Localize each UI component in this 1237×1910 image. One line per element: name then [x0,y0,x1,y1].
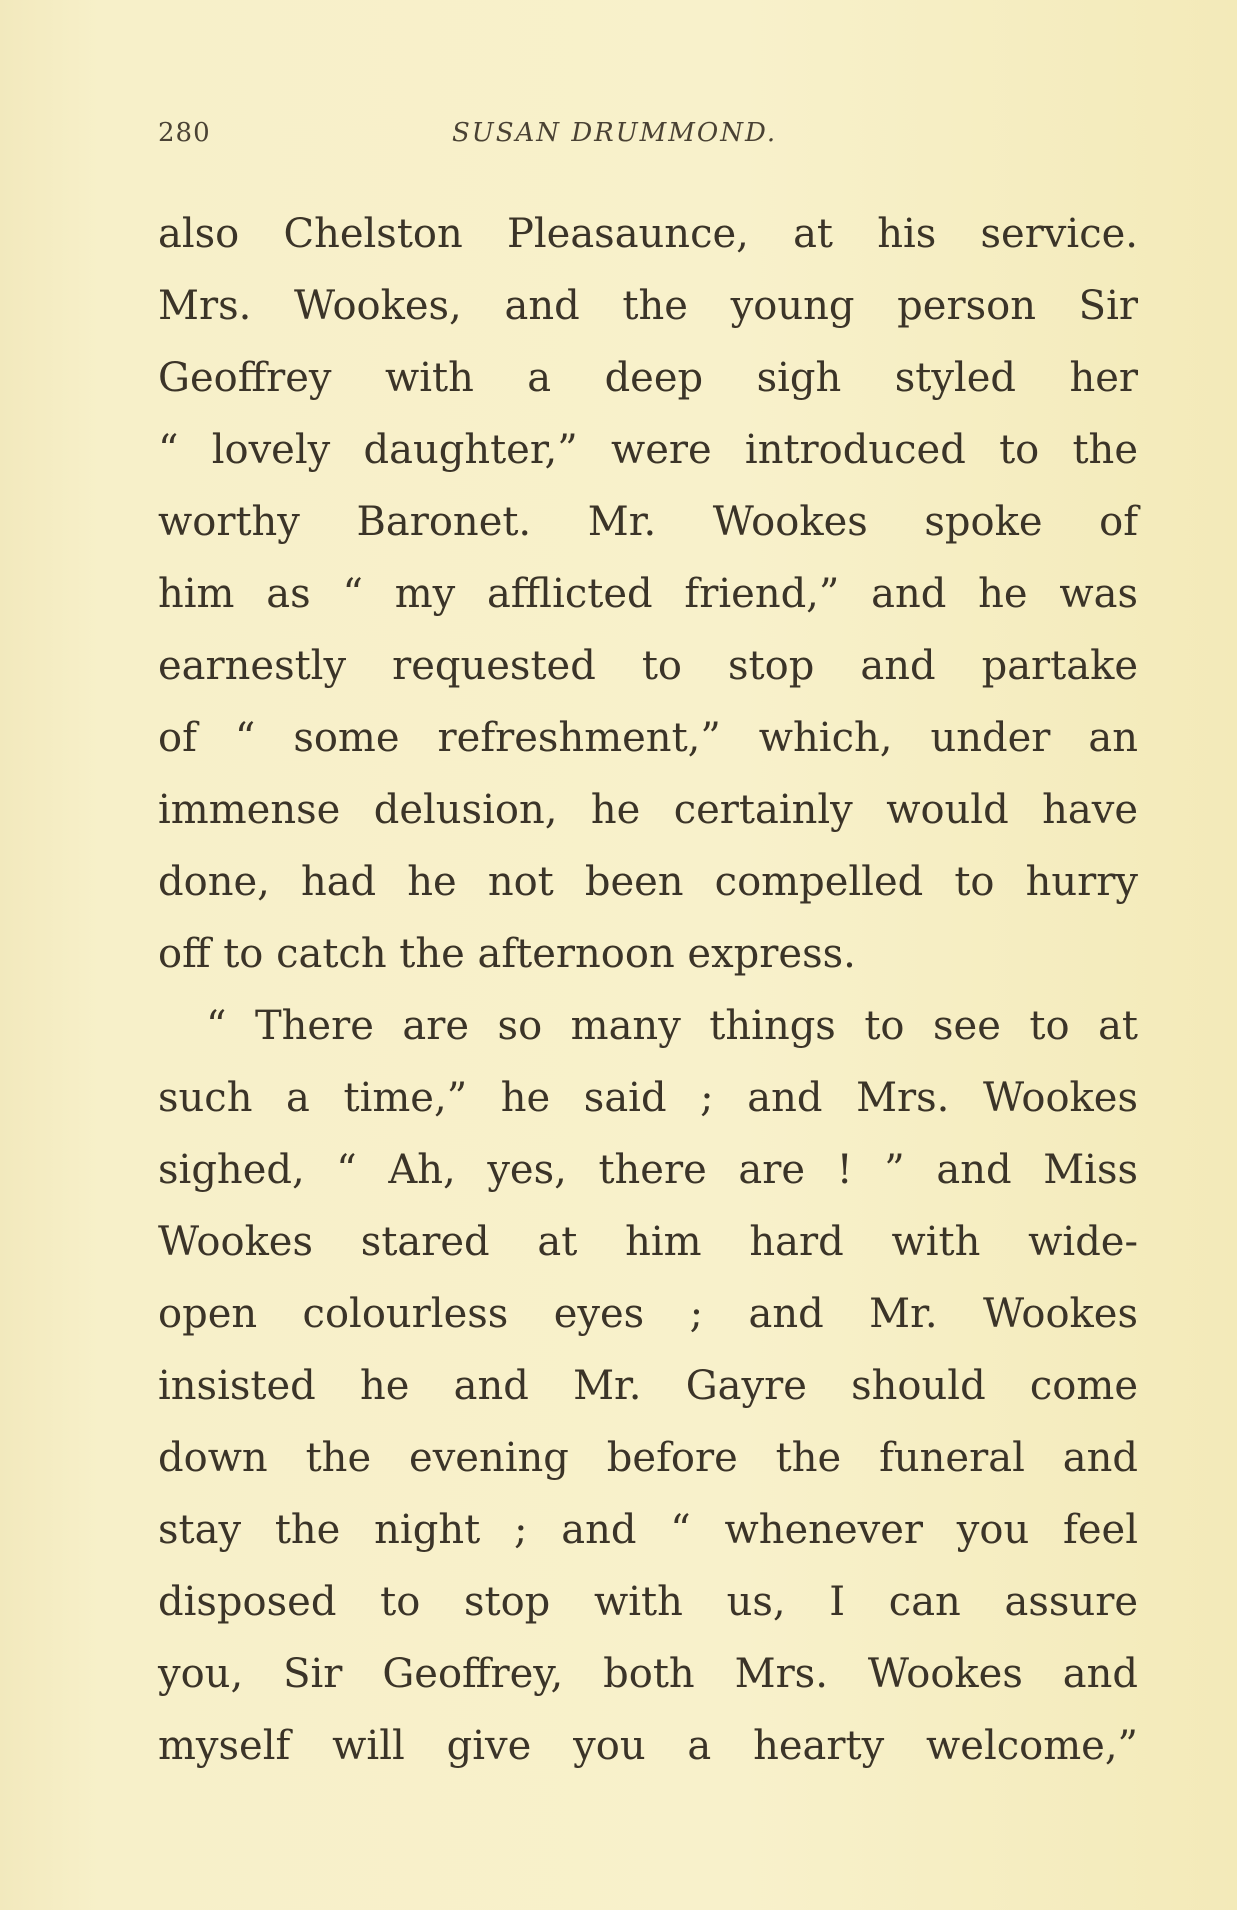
text-line: also Chelston Pleasaunce, at his service. [158,211,1138,257]
text-line: such a time,” he said ; and Mrs. Wookes [158,1075,1138,1121]
text-line: him as “ my afflicted friend,” and he was [158,571,1138,617]
text-line: insisted he and Mr. Gayre should come [158,1363,1138,1409]
text-line: stay the night ; and “ whenever you feel [158,1507,1138,1553]
text-line: of “ some refreshment,” which, under an [158,715,1138,761]
text-line: open colourless eyes ; and Mr. Wookes [158,1291,1138,1337]
text-line: sighed, “ Ah, yes, there are ! ” and Miss [158,1147,1138,1193]
text-line: immense delusion, he certainly would have [158,787,1138,833]
text-line: done, had he not been compelled to hurry [158,859,1138,905]
text-line: Mrs. Wookes, and the young person Sir [158,283,1138,329]
text-line: earnestly requested to stop and partake [158,643,1138,689]
body-text [158,198,1138,1782]
text-line: “ lovely daughter,” were introduced to the [158,427,1138,473]
text-line: myself will give you a hearty welcome,” [158,1723,1138,1769]
text-line: Geoffrey with a deep sigh styled her [158,355,1138,401]
page-header [158,118,1138,158]
text-line: “ There are so many things to see to at [206,1003,1138,1049]
text-line: disposed to stop with us, I can assure [158,1579,1138,1625]
running-head: SUSAN DRUMMOND. [452,118,778,148]
text-line: down the evening before the funeral and [158,1435,1138,1481]
text-line: Wookes stared at him hard with wide- [158,1219,1138,1265]
text-line: you, Sir Geoffrey, both Mrs. Wookes and [158,1651,1138,1697]
page-number: 280 [158,118,211,148]
text-line: worthy Baronet. Mr. Wookes spoke of [158,499,1138,545]
text-line: off to catch the afternoon express. [158,931,856,977]
